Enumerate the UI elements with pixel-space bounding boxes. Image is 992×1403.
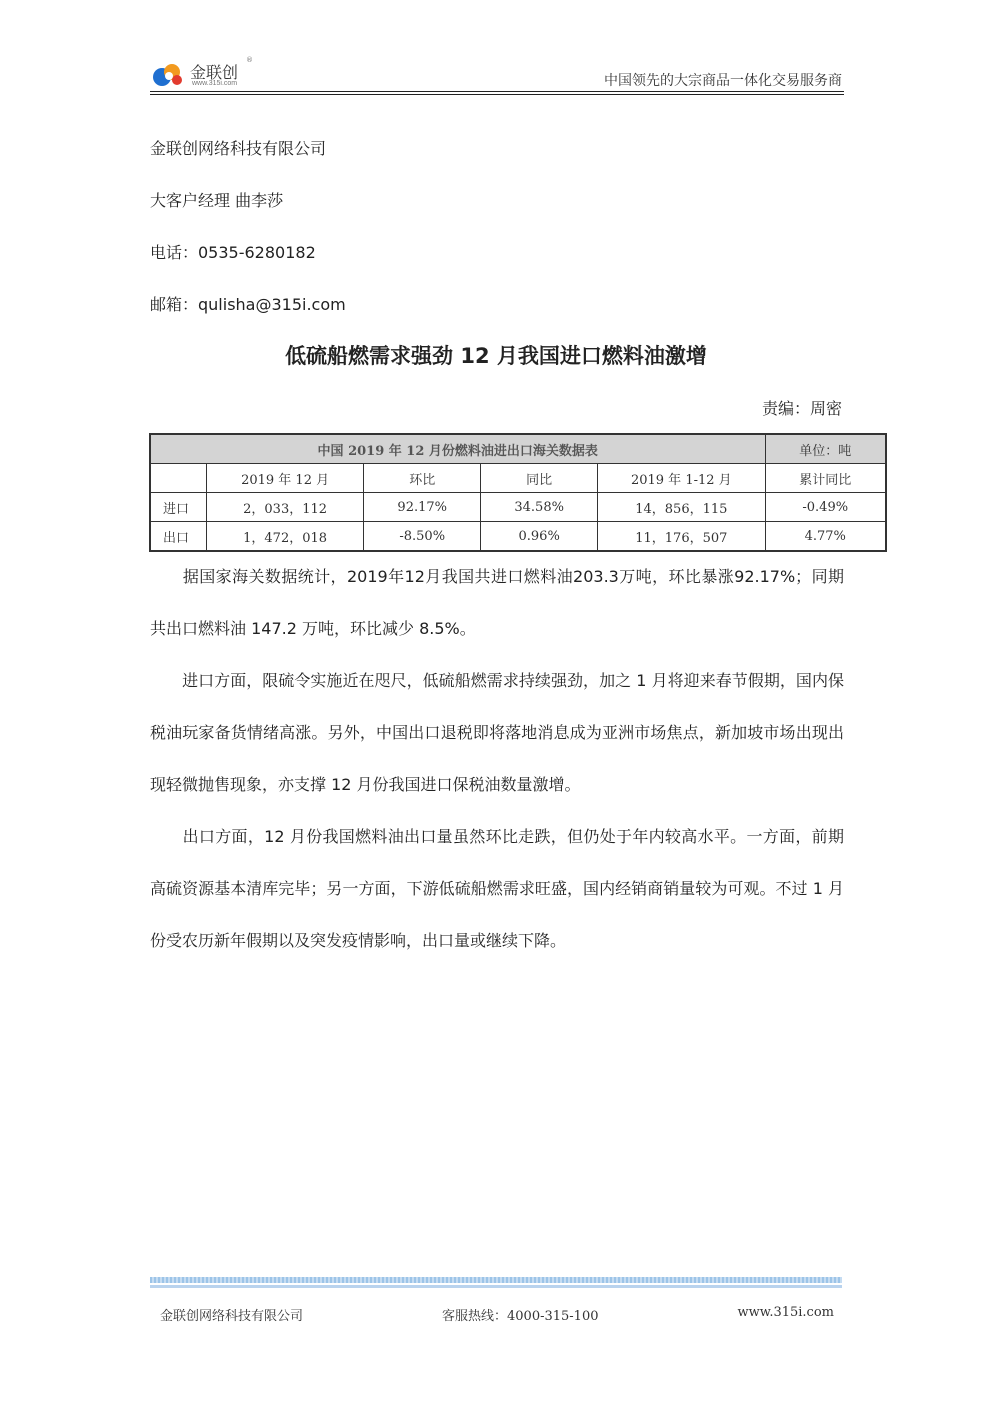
table-cell: -8.50% [364,522,481,552]
table-header-cell [150,464,206,493]
article-title: 低硫船燃需求强劲 12 月我国进口燃料油激增 [285,344,707,368]
article-body [150,551,844,967]
contact-phone: 电话：0535-6280182 [150,243,316,262]
header-divider-thin [150,94,844,95]
table-header-cell: 环比 [364,464,481,493]
table-header-cell: 2019 年 12 月 [206,464,363,493]
paragraph-1: 据国家海关数据统计，2019年12月我国共进口燃料油203.3万吨，环比暴涨92.17%；同期共出口燃料油 147.2 万吨，环比减少 8.5%。 [150,567,844,638]
table-header-cell: 同比 [481,464,598,493]
contact-email: 邮箱：qulisha@315i.com [150,295,346,314]
table-row-label: 进口 [150,493,206,522]
table-title-row [150,434,886,464]
logo-name: 金联创 [190,63,239,82]
table-cell: 11，176，507 [598,522,765,552]
table-title: 中国 2019 年 12 月份燃料油进出口海关数据表 [150,434,765,464]
table-row-label: 出口 [150,522,206,552]
table-row [150,493,886,522]
table-cell: 2，033，112 [206,493,363,522]
company-logo [150,58,260,92]
table-cell: 92.17% [364,493,481,522]
footer-website: www.315i.com [737,1305,834,1320]
fuel-oil-data-table [149,433,887,552]
contact-company: 金联创网络科技有限公司 [150,139,327,158]
table-header-cell: 2019 年 1-12 月 [598,464,765,493]
footer-company: 金联创网络科技有限公司 [160,1309,304,1324]
table-header-cell: 累计同比 [765,464,886,493]
table-cell: 4.77% [765,522,886,552]
logo-registered-mark: ® [246,56,253,64]
table-cell: 34.58% [481,493,598,522]
footer-decorative-bar-thin [150,1285,842,1288]
table-unit: 单位：吨 [765,434,886,464]
footer-hotline: 客服热线：4000-315-100 [442,1309,599,1324]
footer-decorative-bar [150,1277,842,1283]
table-cell: 0.96% [481,522,598,552]
table-row [150,522,886,552]
paragraph-2: 进口方面，限硫令实施近在咫尺，低硫船燃需求持续强劲，加之 1 月将迎来春节假期，国内保税油玩家备货情绪高涨。另外，中国出口退税即将落地消息成为亚洲市场焦点，新加坡市场出现出现轻微抛售现象，亦支撑 12 月份我国进口保税油数量激增。 [150,671,844,794]
table-cell: -0.49% [765,493,886,522]
header-divider [150,91,844,92]
table-header-row [150,464,886,493]
paragraph-3: 出口方面，12 月份我国燃料油出口量虽然环比走跌，但仍处于年内较高水平。一方面，前期高硫资源基本清库完毕；另一方面，下游低硫船燃需求旺盛，国内经销商销量较为可观。不过 1 月份受农历新年假期以及突发疫情影响，出口量或继续下降。 [150,827,844,950]
company-logo-icon [150,60,186,90]
contact-manager: 大客户经理 曲李莎 [150,191,284,210]
table-cell: 14，856，115 [598,493,765,522]
table-cell: 1，472，018 [206,522,363,552]
header-slogan: 中国领先的大宗商品一体化交易服务商 [604,73,842,89]
article-editor: 责编：周密 [761,399,842,418]
logo-url: www.315i.com [192,80,238,87]
